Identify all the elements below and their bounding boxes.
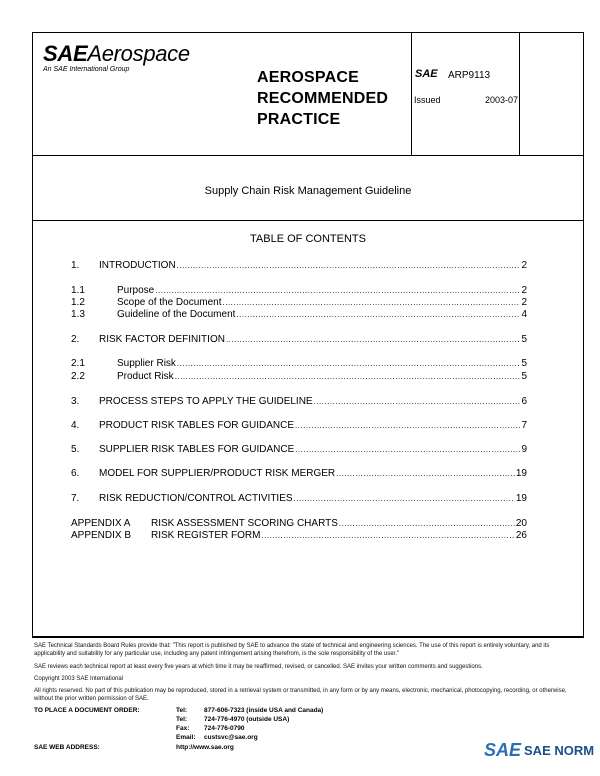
email-link[interactable]: custsvc@sae.org xyxy=(204,734,258,741)
fax-value: 724-776-0790 xyxy=(204,725,245,732)
document-type: AEROSPACE RECOMMENDED PRACTICE xyxy=(257,69,389,128)
tel1-value[interactable]: 877-606-7323 (inside USA and Canada) xyxy=(204,707,324,714)
toc-item[interactable]: 2. RISK FACTOR DEFINITION ..... 5 xyxy=(71,334,527,346)
order-label: TO PLACE A DOCUMENT ORDER: xyxy=(34,707,140,714)
logo-subtitle: An SAE International Group xyxy=(43,66,130,73)
toc-item[interactable]: 4. PRODUCT RISK TABLES FOR GUIDANCE ..... 7 xyxy=(71,420,527,432)
sae-mark-icon: SAE xyxy=(415,68,438,80)
toc-item[interactable]: APPENDIX B RISK REGISTER FORM ..... 26 xyxy=(71,530,527,542)
issued-date: 2003-07 xyxy=(485,95,519,105)
sae-norm-label: SAE NORM xyxy=(524,743,595,758)
review-text: SAE reviews each technical report at least every five years at which time it may be reaffirmed, revised, or cancelled. SAE invites your written comments and suggestions. xyxy=(34,664,483,670)
header-divider xyxy=(33,155,583,156)
toc-item[interactable]: 1.2 Scope of the Document ..... 2 xyxy=(71,297,527,309)
header-vertical-divider-right xyxy=(519,33,520,155)
footer-divider xyxy=(32,637,584,638)
email-label: Email: xyxy=(176,734,196,741)
sae-logo-icon: SAE xyxy=(484,740,522,760)
tel1-label: Tel: xyxy=(176,707,188,714)
document-number: ARP9113 xyxy=(448,70,491,81)
sae-aerospace-logo: SAEAerospace An SAE International Group xyxy=(43,41,190,73)
copyright: Copyright 2003 SAE International xyxy=(34,676,124,682)
web-label: SAE WEB ADDRESS: xyxy=(34,744,100,751)
tel2-label: Tel: xyxy=(176,716,188,723)
header-vertical-divider xyxy=(411,33,412,155)
sae-norm-badge xyxy=(484,740,594,761)
issued-label: Issued xyxy=(414,95,441,105)
policy-text: SAE Technical Standards Board Rules provide that: "This report is published by SAE to advance the state of technical and engineering sciences. The use of this report is entirely voluntary, and its applicability and suitability for any particular use, including any patent infringement arising therefrom, is the sole responsibility of the user." xyxy=(34,643,550,657)
toc-item[interactable]: 1. INTRODUCTION ..... 2 xyxy=(71,260,527,272)
toc-item[interactable]: 2.2 Product Risk ..... 5 xyxy=(71,371,527,383)
document-subtitle: Supply Chain Risk Management Guideline xyxy=(204,185,412,197)
toc-item[interactable]: APPENDIX A RISK ASSESSMENT SCORING CHARTS ..... 20 xyxy=(71,518,527,530)
toc-item[interactable]: 3. PROCESS STEPS TO APPLY THE GUIDELINE ..... 6 xyxy=(71,396,527,408)
document-frame xyxy=(32,32,584,637)
web-link[interactable]: http://www.sae.org xyxy=(176,744,234,751)
title-divider xyxy=(33,220,583,221)
toc-item[interactable]: 1.1 Purpose ..... 2 xyxy=(71,285,527,297)
fax-label: Fax: xyxy=(176,725,190,732)
toc-item[interactable]: 5. SUPPLIER RISK TABLES FOR GUIDANCE ..... 9 xyxy=(71,444,527,456)
rights-text: All rights reserved. No part of this publication may be reproduced, stored in a retrieval system or transmitted, in any form or by any means, electronic, mechanical, photocopying, recording, or otherwise, without the prior written permission of SAE. xyxy=(34,688,567,702)
toc-item[interactable]: 7. RISK REDUCTION/CONTROL ACTIVITIES ..... 19 xyxy=(71,493,527,505)
toc-item[interactable]: 6. MODEL FOR SUPPLIER/PRODUCT RISK MERGER ..... 19 xyxy=(71,468,527,480)
toc-item[interactable]: 2.1 Supplier Risk ..... 5 xyxy=(71,358,527,370)
toc-item[interactable]: 1.3 Guideline of the Document ..... 4 xyxy=(71,309,527,321)
tel2-value[interactable]: 724-776-4970 (outside USA) xyxy=(204,716,290,723)
toc-heading: TABLE OF CONTENTS xyxy=(250,233,366,245)
